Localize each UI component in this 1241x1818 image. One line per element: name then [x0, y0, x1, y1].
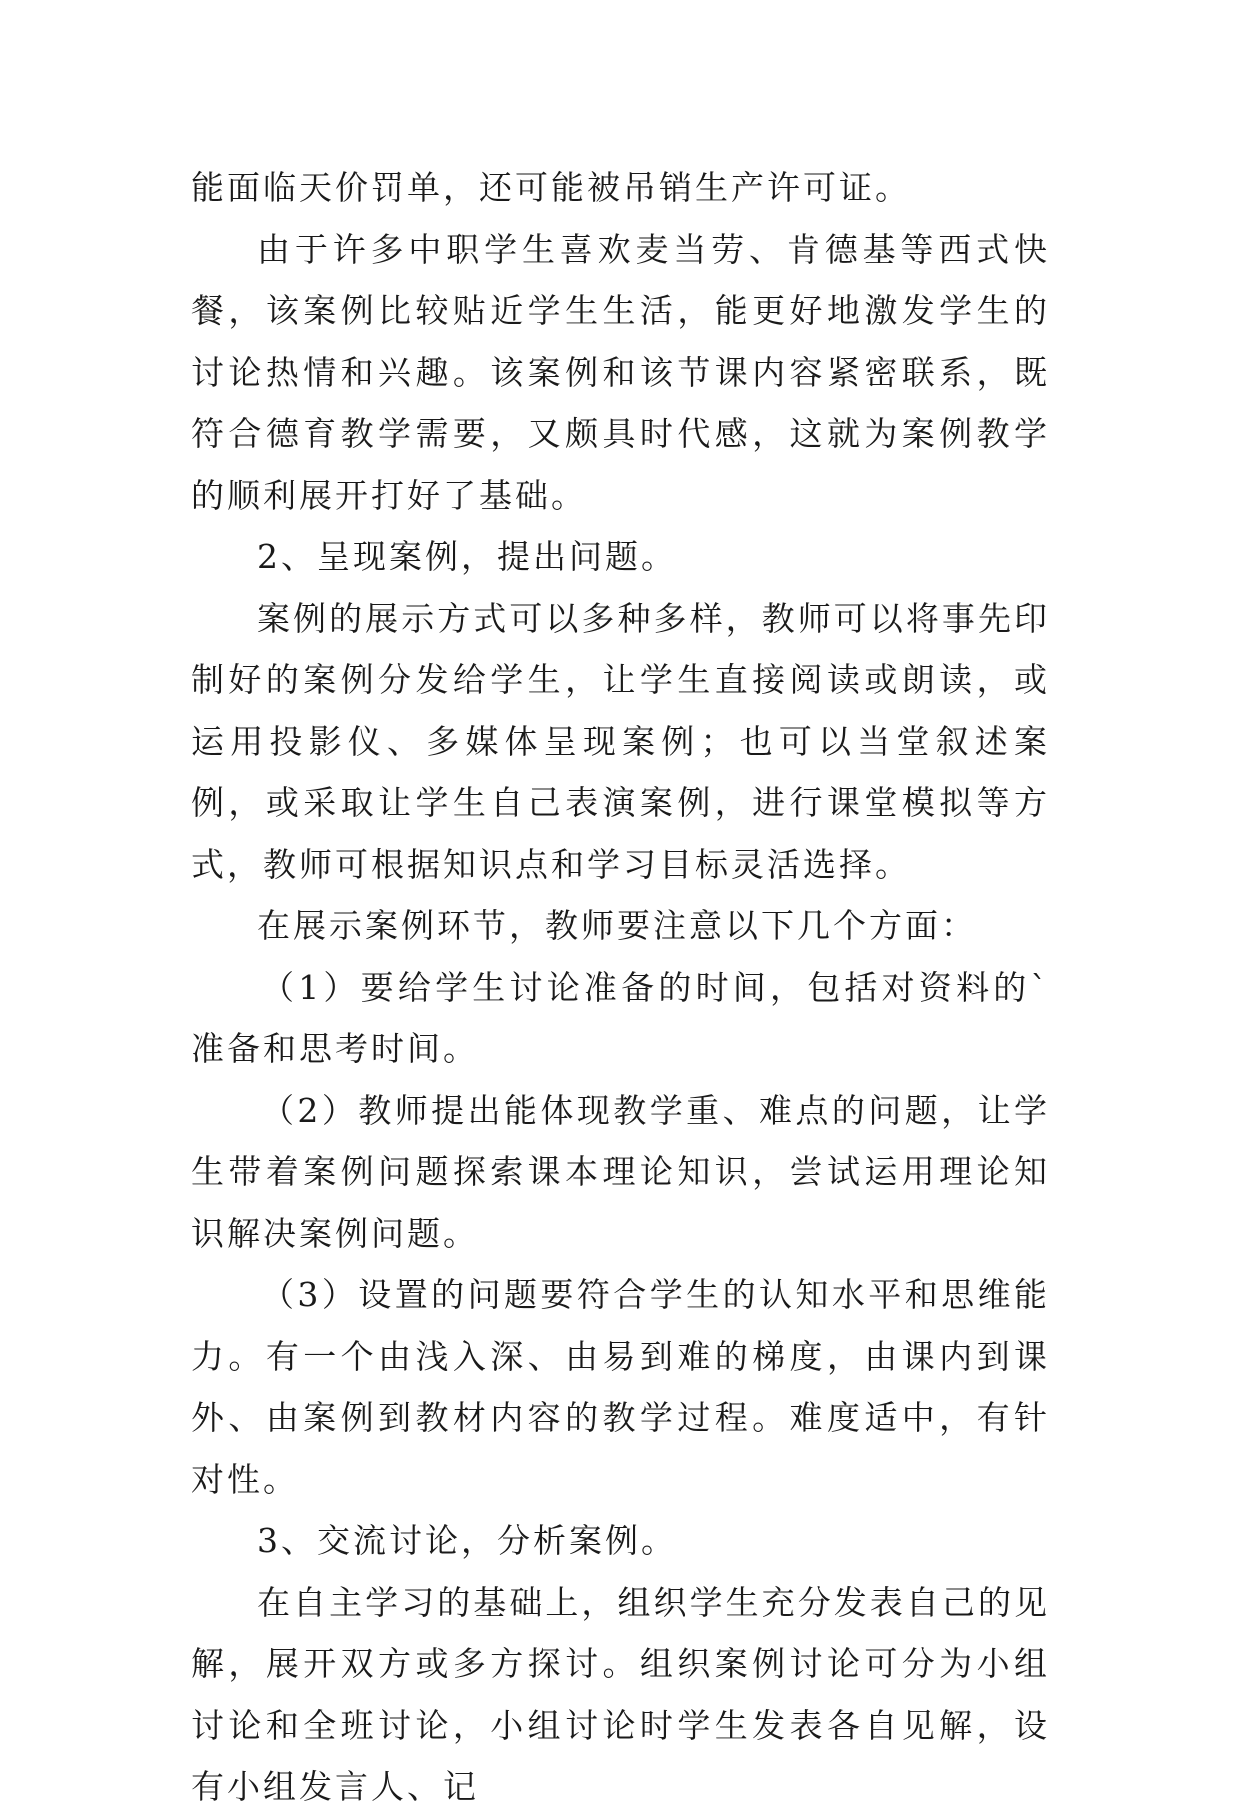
- list-item-3: （3）设置的问题要符合学生的认知水平和思维能力。有一个由浅入深、由易到难的梯度，由课内到课外、由案例到教材内容的教学过程。难度适中，有针对性。: [191, 1275, 1050, 1499]
- document-body: [191, 157, 1050, 1818]
- paragraph-discussion: 在自主学习的基础上，组织学生充分发表自己的见解，展开双方或多方探讨。组织案例讨论可分为小组讨论和全班讨论，小组讨论时学生发表各自见解，设有小组发言人、记: [191, 1582, 1050, 1806]
- paragraph-continuation: 能面临天价罚单，还可能被吊销生产许可证。: [191, 168, 911, 207]
- list-item-2: （2）教师提出能体现教学重、难点的问题，让学生带着案例问题探索课本理论知识，尝试运用理论知识解决案例问题。: [191, 1090, 1050, 1253]
- heading-step-2: 2、呈现案例，提出问题。: [257, 537, 677, 576]
- heading-step-3: 3、交流讨论，分析案例。: [257, 1521, 677, 1560]
- paragraph-case-presentation: 案例的展示方式可以多种多样，教师可以将事先印制好的案例分发给学生，让学生直接阅读或朗读，或运用投影仪、多媒体呈现案例；也可以当堂叙述案例，或采取让学生自己表演案例，进行课堂模拟等方式，教师可根据知识点和学习目标灵活选择。: [191, 598, 1050, 884]
- paragraph-presentation-notes: 在展示案例环节，教师要注意以下几个方面：: [257, 906, 977, 945]
- paragraph-case-relevance: 由于许多中职学生喜欢麦当劳、肯德基等西式快餐，该案例比较贴近学生生活，能更好地激发学生的讨论热情和兴趣。该案例和该节课内容紧密联系，既符合德育教学需要，又颇具时代感，这就为案例教学的顺利展开打好了基础。: [191, 229, 1050, 515]
- list-item-1: （1）要给学生讨论准备的时间，包括对资料的`准备和思考时间。: [191, 967, 1050, 1068]
